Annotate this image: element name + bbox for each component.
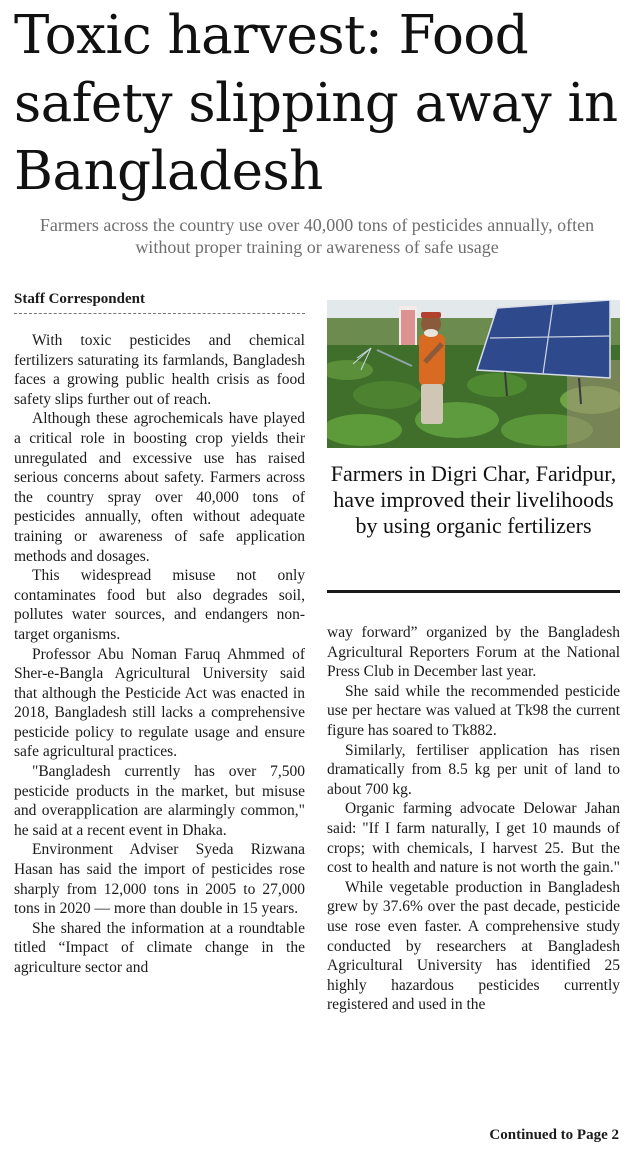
photo-caption: Farmers in Digri Char, Faridpur, have improved their livelihoods by using organic fertilizers (330, 461, 617, 538)
paragraph: Environment Adviser Syeda Rizwana Hasan has said the import of pesticides rose sharply from 12,000 tons in 2005 to 27,000 tons in 2020 — more than double in 15 years. (14, 841, 305, 918)
paragraph: Organic farming advocate Delowar Jahan said: "If I farm naturally, I get 10 maunds of crops; with chemicals, I harvest 25. But the cost to health and nature is not worth the gain." (327, 800, 620, 877)
byline-divider (14, 313, 305, 314)
subheadline: Farmers across the country use over 40,000 tons of pesticides annually, often without proper training or awareness of safe usage (39, 215, 595, 257)
paragraph: way forward” organized by the Bangladesh Agricultural Reporters Forum at the National Press Club in December last year. (327, 624, 620, 681)
article-column-right (327, 623, 620, 1135)
paragraph: She said while the recommended pesticide use per hectare was valued at Tk98 the current figure has soared to Tk882. (327, 682, 620, 739)
caption-divider (327, 590, 620, 593)
paragraph: Similarly, fertiliser application has risen dramatically from 8.5 kg per unit of land to about 700 kg. (327, 741, 620, 798)
paragraph: "Bangladesh currently has over 7,500 pesticide products in the market, but misuse and overapplication are alarmingly common," he said at a recent event in Dhaka. (14, 763, 305, 839)
farmer-watering-solar-panel-photo (327, 300, 620, 448)
paragraph: This widespread misuse not only contaminates food but also degrades soil, pollutes water sources, and endangers non-target organisms. (14, 567, 305, 643)
continued-jump-line[interactable]: Continued to Page 2 (489, 1127, 619, 1143)
headline: Toxic harvest: Food safety slipping away in Bangladesh (14, 5, 618, 202)
paragraph: Professor Abu Noman Faruq Ahmmed of Sher-e-Bangla Agricultural University said that although the Pesticide Act was enacted in 2018, Bangladesh still lacks a comprehensive pesticide policy to regulate usage and ensure safe agricultural practices. (14, 645, 305, 761)
paragraph: While vegetable production in Bangladesh grew by 37.6% over the past decade, pesticide use rose even faster. A comprehensive study conducted by researchers at Bangladesh Agricultural University has identified 25 highly hazardous pesticides currently registered and used in the (327, 878, 620, 1014)
byline: Staff Correspondent (14, 291, 145, 307)
paragraph: With toxic pesticides and chemical fertilizers saturating its farmlands, Bangladesh faces a growing public health crisis as food safety slips further out of reach. (14, 332, 305, 408)
article-column-left (14, 331, 305, 1146)
paragraph: Although these agrochemicals have played a critical role in boosting crop yields their unregulated and excessive use has raised serious concerns about safety. Farmers across the country spray over 40,000 tons of pesticides annually, often without adequate training or awareness of safe application methods and dosages. (14, 410, 305, 565)
paragraph: She shared the information at a roundtable titled “Impact of climate change in the agriculture sector and (14, 919, 305, 976)
